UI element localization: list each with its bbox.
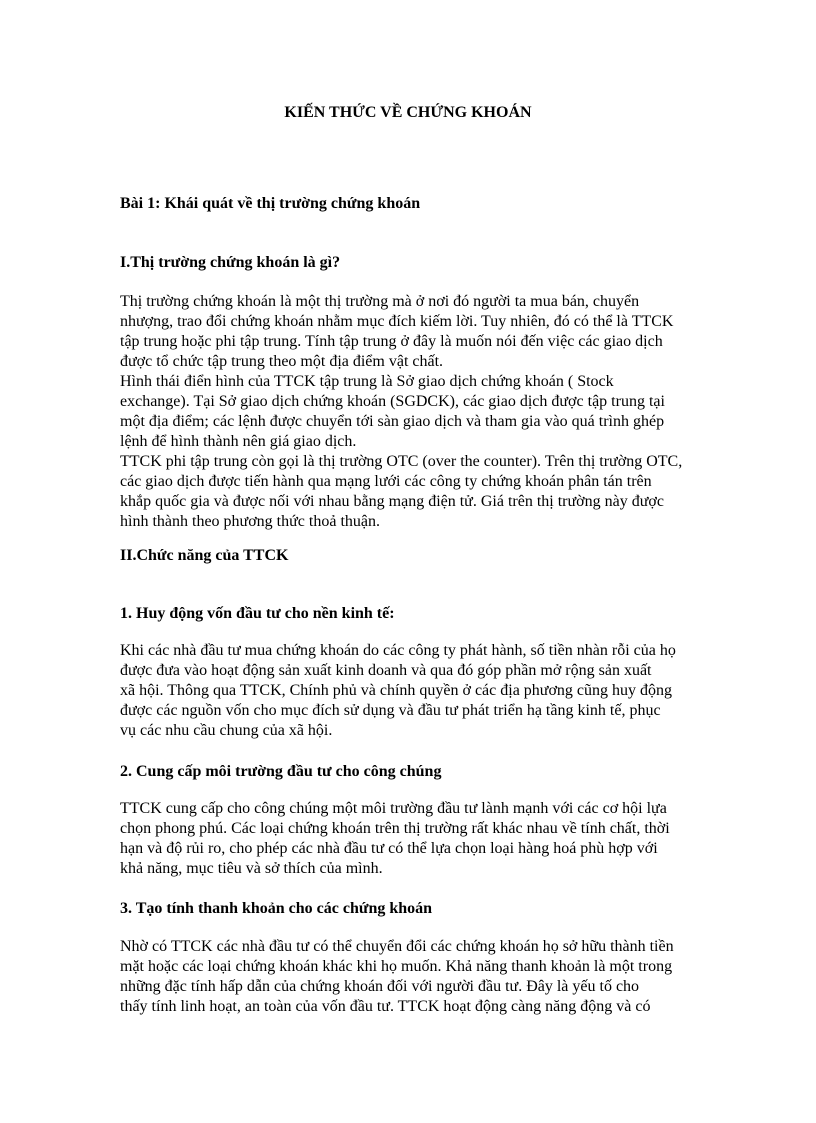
paragraph-line: TTCK cung cấp cho công chúng một môi trường đầu tư lành mạnh với các cơ hội lựa bbox=[120, 800, 667, 817]
paragraph-line: được các nguồn vốn cho mục đích sử dụng và đầu tư phát triển hạ tầng kinh tế, phục bbox=[120, 702, 661, 719]
subsection-1-heading: 1. Huy động vốn đầu tư cho nền kinh tế: bbox=[120, 605, 395, 622]
paragraph-line: nhượng, trao đổi chứng khoán nhằm mục đích kiếm lời. Tuy nhiên, đó có thể là TTCK bbox=[120, 313, 674, 330]
paragraph-line: xã hội. Thông qua TTCK, Chính phủ và chính quyền ở các địa phương cũng huy động bbox=[120, 682, 673, 699]
paragraph-line: Nhờ có TTCK các nhà đầu tư có thể chuyển đổi các chứng khoán họ sở hữu thành tiền bbox=[120, 938, 674, 955]
paragraph-line: lệnh để hình thành nên giá giao dịch. bbox=[120, 433, 357, 450]
paragraph-line: Hình thái điển hình của TTCK tập trung là Sở giao dịch chứng khoán ( Stock bbox=[120, 373, 614, 390]
paragraph-line: khắp quốc gia và được nối với nhau bằng mạng điện tử. Giá trên thị trường này được bbox=[120, 493, 664, 510]
paragraph-line: exchange). Tại Sở giao dịch chứng khoán (SGDCK), các giao dịch được tập trung tại bbox=[120, 393, 665, 410]
paragraph-line: chọn phong phú. Các loại chứng khoán trên thị trường rất khác nhau về tính chất, thời bbox=[120, 820, 670, 837]
paragraph-line: TTCK phi tập trung còn gọi là thị trường OTC (over the counter). Trên thị trường OTC, bbox=[120, 453, 683, 470]
paragraph-line: Khi các nhà đầu tư mua chứng khoán do các công ty phát hành, số tiền nhàn rỗi của họ bbox=[120, 642, 676, 659]
paragraph-line: vụ các nhu cầu chung của xã hội. bbox=[120, 722, 333, 739]
section-1-paragraph bbox=[120, 292, 700, 532]
subsection-3-heading: 3. Tạo tính thanh khoản cho các chứng khoán bbox=[120, 900, 433, 917]
paragraph-line: các giao dịch được tiến hành qua mạng lưới các công ty chứng khoán phân tán trên bbox=[120, 473, 652, 490]
paragraph-line: được đưa vào hoạt động sản xuất kinh doanh và qua đó góp phần mở rộng sản xuất bbox=[120, 662, 652, 679]
paragraph-line: những đặc tính hấp dẫn của chứng khoán đối với người đầu tư. Đây là yếu tố cho bbox=[120, 978, 640, 995]
paragraph-line: hạn và độ rủi ro, cho phép các nhà đầu tư có thể lựa chọn loại hàng hoá phù hợp với bbox=[120, 840, 658, 857]
paragraph-line: thấy tính linh hoạt, an toàn của vốn đầu tư. TTCK hoạt động càng năng động và có bbox=[120, 998, 651, 1015]
subsection-1-paragraph bbox=[120, 641, 700, 741]
paragraph-line: tập trung hoặc phi tập trung. Tính tập trung ở đây là muốn nói đến việc các giao dịch bbox=[120, 333, 663, 350]
lesson-heading: Bài 1: Khái quát về thị trường chứng khoán bbox=[120, 195, 421, 212]
paragraph-line: được tổ chức tập trung theo một địa điểm vật chất. bbox=[120, 353, 444, 370]
subsection-2-paragraph bbox=[120, 799, 700, 879]
section-1-heading: I.Thị trường chứng khoán là gì? bbox=[120, 254, 341, 271]
paragraph-line: khả năng, mục tiêu và sở thích của mình. bbox=[120, 860, 383, 877]
paragraph-line: mặt hoặc các loại chứng khoán khác khi họ muốn. Khả năng thanh khoản là một trong bbox=[120, 958, 673, 975]
document-title: KIẾN THỨC VỀ CHỨNG KHOÁN bbox=[284, 104, 532, 121]
subsection-3-paragraph bbox=[120, 937, 700, 1017]
paragraph-line: hình thành theo phương thức thoả thuận. bbox=[120, 513, 380, 530]
paragraph-line: Thị trường chứng khoán là một thị trường mà ở nơi đó người ta mua bán, chuyển bbox=[120, 293, 640, 310]
section-2-heading: II.Chức năng của TTCK bbox=[120, 547, 289, 564]
subsection-2-heading: 2. Cung cấp môi trường đầu tư cho công chúng bbox=[120, 763, 442, 780]
paragraph-line: một địa điểm; các lệnh được chuyển tới sàn giao dịch và tham gia vào quá trình ghép bbox=[120, 413, 665, 430]
